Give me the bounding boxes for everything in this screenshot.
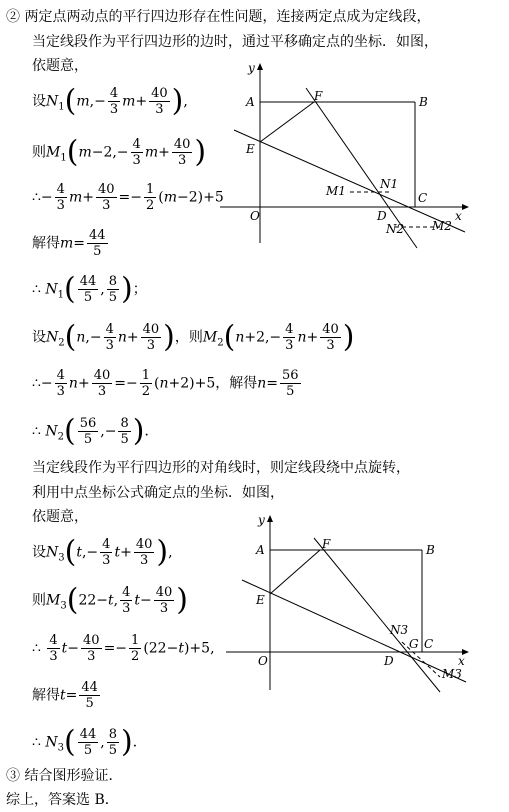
eq-then-m2-prefix: ，则	[174, 329, 203, 346]
m-val-num: 44	[89, 228, 106, 243]
n3-x-num: 44	[79, 727, 97, 742]
paragraph-1-line-1: ② 两定点两动点的平行四边形存在性问题，连接两定点成为定线段，	[6, 9, 431, 25]
n1-x-den: 5	[83, 290, 93, 305]
n-val-den: 5	[286, 384, 295, 399]
eq-set-n1: 设$N_1(m,-$ $\frac{4}{3}$ m+ $\frac{40}{3}$ ),	[32, 83, 188, 119]
ending-line-2: 综上，答案选 B．	[6, 792, 119, 808]
fig1-label-f: F	[314, 89, 323, 103]
fig2-label-g: G	[409, 637, 419, 651]
eq-then-m1-prefix: 则	[32, 144, 46, 161]
fig2-line-fd	[314, 538, 440, 692]
fig2-label-y: y	[258, 513, 265, 527]
fig1-label-e: E	[246, 142, 255, 156]
fig1-label-m1: M1	[326, 184, 346, 198]
fig1-label-n1: N1	[380, 177, 399, 191]
fig1-line-ed	[234, 130, 465, 232]
paragraph-2-line-3: 依题意，	[32, 509, 88, 525]
eq-solve-t: 解得t= $\frac{44}{5}$	[32, 680, 98, 711]
paragraph-1-line-3: 依题意，	[32, 58, 88, 74]
fig2-n3m3-dash	[402, 642, 440, 677]
fig2-label-e: E	[256, 593, 265, 607]
paragraph-2-line-1: 当定线段作为平行四边形的对角线时，则定线段绕中点旋转，	[32, 460, 410, 476]
eq-n1-result: ∴ $N_1$( $\frac{44}{5}$ , $\frac{8}{5}$ )；	[32, 271, 147, 307]
fig2-ef	[270, 550, 320, 594]
fig2-label-n3: N3	[390, 623, 409, 637]
n1-y-num: 8	[108, 274, 117, 289]
t-val-num: 44	[81, 680, 98, 695]
fig2-label-o: O	[258, 654, 268, 668]
fig2-y-arrow	[267, 515, 273, 522]
n2-x-num: 56	[79, 416, 97, 431]
ending-line-1: ③ 结合图形验证．	[6, 768, 123, 784]
n2-x-den: 5	[83, 432, 93, 447]
eq-n2-result: ∴ $N_2$( $\frac{56}{5}$ ,− $\frac{8}{5}$ )．	[32, 413, 159, 449]
figure-1	[220, 60, 480, 260]
fig2-label-f: F	[322, 537, 331, 551]
fig2-label-x: x	[458, 654, 465, 668]
therefore-symbol-1: ∴	[32, 189, 41, 206]
fig1-label-a: A	[246, 95, 255, 109]
fig2-label-m3: M3	[442, 667, 462, 681]
m-val-den: 5	[93, 244, 102, 259]
paragraph-1-line-2: 当定线段作为平行四边形的边时，通过平移确定点的坐标．如图，	[32, 34, 438, 50]
solve-prefix-2: 解得	[32, 687, 60, 704]
eq-set-n3-prefix: 设	[32, 544, 46, 561]
fig2-line-ed	[242, 580, 466, 682]
eq-then-m3: 则$M_3(22-t$, $\frac{4}{3}$ t− $\frac{40}{3}$ )	[32, 582, 188, 618]
fig2-label-b: B	[426, 543, 435, 557]
n2-y-den: 5	[120, 432, 129, 447]
fig2-label-a: A	[256, 543, 265, 557]
fig1-label-m2: M2	[432, 219, 452, 233]
eq-then-m1: 则$M_1(m-2,-$ $\frac{4}{3}$ m+ $\frac{40}{3}$ )	[32, 134, 207, 170]
n1-x-num: 44	[79, 274, 97, 289]
eq-set-n2-prefix: 设	[32, 329, 46, 346]
eq-therefore-t: ∴ $\frac{4}{3}$ t− $\frac{40}{3}$ =− $\frac{1}{2}$ (22−t)+5,	[32, 633, 215, 664]
fig1-y-arrow	[257, 63, 263, 70]
fig2-label-c: C	[424, 637, 434, 651]
eq-solve-m: 解得m= $\frac{44}{5}$	[32, 228, 106, 259]
n3-y-num: 8	[108, 727, 117, 742]
fig1-label-o: O	[250, 209, 260, 223]
eq-then-m3-prefix: 则	[32, 592, 46, 609]
fig1-label-d: D	[377, 209, 387, 223]
solve-n-prefix: ，解得	[215, 375, 258, 392]
fig1-label-x: x	[455, 209, 462, 223]
n2-y-num: 8	[120, 416, 129, 431]
figure-2	[226, 512, 486, 702]
n1-y-den: 5	[108, 290, 117, 305]
n-val-num: 56	[282, 368, 299, 383]
fig1-label-y: y	[248, 61, 255, 75]
solve-prefix-1: 解得	[32, 235, 60, 252]
fig1-ef	[260, 102, 314, 142]
eq-therefore-n: ∴− $\frac{4}{3}$ n+ $\frac{40}{3}$ =− $\frac{1}{2}$ (n+2)+5，解得n= $\frac{56}{5}$	[32, 368, 299, 399]
paragraph-2-line-2: 利用中点坐标公式确定点的坐标．如图，	[32, 485, 284, 501]
eq-set-n1-prefix: 设	[32, 93, 46, 110]
fig2-label-d: D	[384, 654, 394, 668]
fig1-label-n2: N2	[386, 222, 405, 236]
eq-set-n2: 设$N_2(n,-$ $\frac{4}{3}$ n+ $\frac{40}{3}$ )，则$M_2(n+2,-$ $\frac{4}{3}$ n+ $\frac{40}{3}$ )	[32, 319, 355, 355]
eq-n3-result: ∴ $N_3$( $\frac{44}{5}$ , $\frac{8}{5}$ )．	[32, 724, 147, 760]
eq-therefore-m: ∴− $\frac{4}{3}$ m+ $\frac{40}{3}$ =− $\frac{1}{2}$ (m−2)+5	[32, 182, 224, 213]
n3-x-den: 5	[83, 743, 93, 758]
fig1-x-arrow	[462, 204, 469, 210]
fig1-label-b: B	[419, 95, 428, 109]
eq-set-n3: 设$N_3(t,-$ $\frac{4}{3}$ t+ $\frac{40}{3}$ ),	[32, 534, 173, 570]
n3-y-den: 5	[108, 743, 117, 758]
fig1-label-c: C	[418, 191, 428, 205]
t-val-den: 5	[85, 696, 94, 711]
